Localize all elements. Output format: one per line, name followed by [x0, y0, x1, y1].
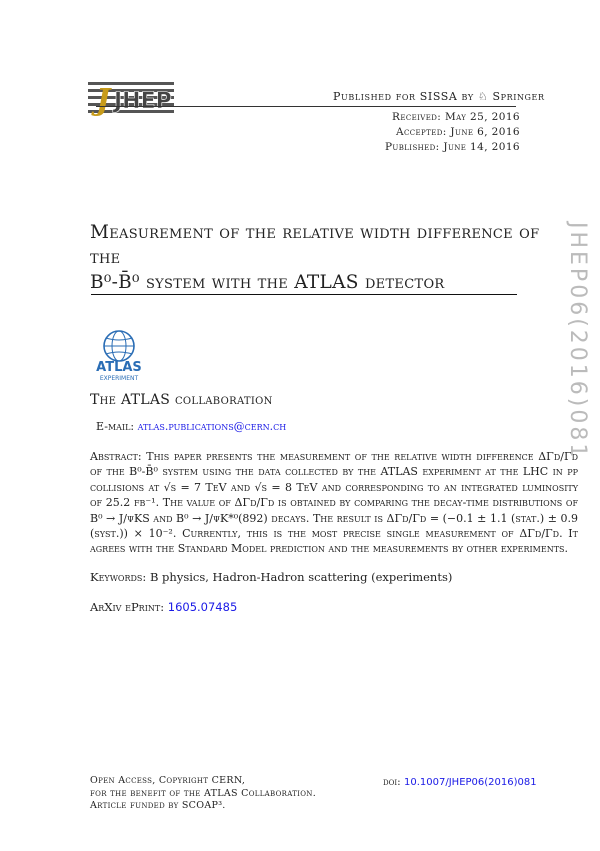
published-date: Published: June 14, 2016: [384, 141, 520, 153]
collaboration-name: The ATLAS collaboration: [90, 392, 273, 408]
arxiv-eprint: [90, 600, 237, 614]
atlas-logo-text: ATLAS: [96, 360, 142, 375]
keywords-label: Keywords:: [90, 570, 147, 584]
jhep-logo-j: J: [96, 83, 111, 118]
keywords-text: B physics, Hadron-Hadron scattering (experiments): [149, 570, 453, 584]
footer-line-3: Article funded by SCOAP³.: [90, 800, 226, 811]
atlas-logo: [92, 328, 146, 382]
title-line-1: Measurement of the relative width difference of the: [90, 222, 540, 268]
paper-title: [90, 220, 575, 295]
publisher-line: [333, 90, 545, 103]
title-line-2: B⁰-B̄⁰ system with the ATLAS detector: [90, 272, 445, 293]
doi-label: doi:: [383, 776, 401, 788]
title-rule: [91, 294, 517, 295]
email-address-link[interactable]: atlas.publications@cern.ch: [137, 420, 287, 433]
footer-line-2: for the benefit of the ATLAS Collaboration.: [90, 787, 317, 799]
arxiv-id-link[interactable]: 1605.07485: [167, 600, 238, 614]
atlas-logo-subtext: EXPERIMENT: [99, 375, 139, 382]
accepted-date: Accepted: June 6, 2016: [396, 126, 520, 138]
jhep-logo: [88, 80, 174, 120]
abstract-label: Abstract:: [90, 450, 142, 463]
arxiv-label: ArXiv ePrint:: [90, 600, 165, 614]
header-rule: [96, 106, 516, 107]
footer-line-1: Open Access, Copyright CERN,: [90, 775, 246, 786]
footer-license: [90, 775, 316, 813]
email-label: E-mail:: [96, 420, 135, 433]
publication-dates: [385, 110, 520, 155]
abstract-text: This paper presents the measurement of the relative width difference ΔΓd/Γd of the B⁰-B̄⁰ system using the data collected by the ATLAS experiment at the LHC in pp collisions at √s = 7 TeV and √s = 8 TeV and corresponding to an integrated luminosity of 25.2 fb⁻¹. The value of ΔΓd/Γd is obtained by comparing the decay-time distributions of B⁰ → J/ψKS and B⁰ → J/ψK*⁰(892) decays. The result is ΔΓd/Γd = (−0.1 ± 1.1 (stat.) ± 0.9 (syst.)) × 10⁻². Currently, this is the most precise single measurement of ΔΓd/Γd. It agrees with the Standard Model prediction and the measurements by other experiments.: [90, 450, 578, 556]
springer-horse-icon: ♘: [477, 90, 489, 103]
publisher-prefix: Published for SISSA by: [333, 90, 474, 103]
publisher-name: Springer: [492, 90, 545, 103]
received-date: Received: May 25, 2016: [392, 111, 520, 123]
abstract: [90, 449, 578, 557]
doi: [383, 776, 537, 788]
keywords: [90, 570, 452, 584]
email-line: [96, 420, 286, 433]
side-watermark: [545, 218, 590, 558]
watermark-text: JHEP06(2016)081: [565, 222, 590, 461]
doi-link[interactable]: 10.1007/JHEP06(2016)081: [404, 777, 537, 788]
jhep-logo-text: JHEP: [114, 89, 172, 114]
